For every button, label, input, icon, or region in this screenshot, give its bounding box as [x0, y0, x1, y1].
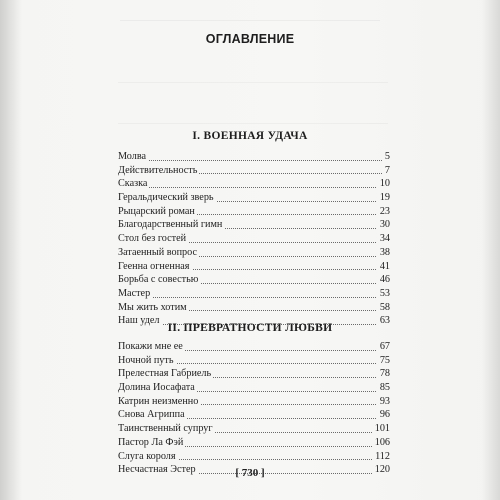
toc-entry-title: Несчастная Эстер	[118, 464, 196, 476]
toc-entry[interactable]	[118, 395, 390, 409]
toc-entry-page: 101	[372, 422, 390, 436]
toc-entry-page: 23	[377, 205, 390, 219]
toc-entry[interactable]	[118, 218, 390, 232]
toc-entry-page: 46	[377, 273, 390, 287]
toc-entry-title: Долина Иосафата	[118, 382, 195, 394]
toc-entry-page: 7	[382, 164, 390, 178]
toc-list-section-1	[118, 150, 390, 328]
toc-entry-page: 112	[372, 450, 390, 464]
toc-entry-title: Прелестная Габриель	[118, 368, 212, 380]
toc-entry[interactable]	[118, 150, 390, 164]
toc-entry-page: 30	[377, 218, 390, 232]
page-gutter-shadow	[0, 0, 22, 500]
toc-entry[interactable]	[118, 450, 390, 464]
toc-entry[interactable]	[118, 191, 390, 205]
toc-entry-title: Таинственный супруг	[118, 423, 213, 435]
toc-entry[interactable]	[118, 164, 390, 178]
toc-entry-title: Рыцарский роман	[118, 205, 195, 217]
toc-entry-page: 67	[377, 340, 390, 354]
toc-entry-title: Затаенный вопрос	[118, 246, 197, 258]
toc-entry-title: Ночной путь	[118, 354, 174, 366]
toc-entry-page: 96	[377, 408, 390, 422]
toc-entry[interactable]	[118, 260, 390, 274]
toc-entry[interactable]	[118, 381, 390, 395]
toc-entry-page: 93	[377, 395, 390, 409]
toc-entry-title: Катрин неизменно	[118, 395, 199, 407]
toc-entry-title: Слуга короля	[118, 450, 176, 462]
toc-entry-page: 63	[377, 314, 390, 328]
toc-entry-page: 34	[377, 232, 390, 246]
toc-entry[interactable]	[118, 205, 390, 219]
toc-entry-title: Пастор Ла Фэй	[118, 436, 184, 448]
page-edge-shadow	[482, 0, 500, 500]
page-title: ОГЛАВЛЕНИЕ	[205, 32, 295, 46]
toc-entry-title: Покажи мне ее	[118, 341, 183, 352]
toc-entry-title: Благодарственный гимн	[118, 219, 223, 231]
toc-entry[interactable]	[118, 354, 390, 368]
toc-entry[interactable]	[118, 273, 390, 287]
toc-entry-title: Наш удел	[118, 315, 160, 327]
toc-entry-title: Молва	[118, 151, 147, 162]
toc-entry-page: 85	[377, 381, 390, 395]
section-title-1: I. ВОЕННАЯ УДАЧА	[192, 130, 308, 142]
toc-entry-page: 19	[377, 191, 390, 205]
toc-entry-title: Геральдический зверь	[118, 192, 214, 204]
toc-entry-title: Мастер	[118, 287, 151, 299]
toc-entry-page: 78	[377, 367, 390, 381]
toc-entry-title: Сказка	[118, 178, 148, 190]
toc-entry[interactable]	[118, 436, 390, 450]
toc-entry[interactable]	[118, 246, 390, 260]
toc-entry-page: 38	[377, 246, 390, 260]
toc-list-section-2	[118, 340, 390, 477]
toc-entry[interactable]	[118, 408, 390, 422]
toc-entry-page: 120	[372, 463, 390, 477]
toc-entry-title: Действительность	[118, 164, 198, 176]
toc-entry-page: 10	[377, 177, 390, 191]
toc-entry-page: 58	[377, 301, 390, 315]
toc-entry[interactable]	[118, 177, 390, 191]
page-number: [ 730 ]	[235, 467, 265, 479]
toc-entry[interactable]	[118, 422, 390, 436]
toc-entry-page: 75	[377, 354, 390, 368]
toc-entry[interactable]	[118, 287, 390, 301]
toc-entry[interactable]	[118, 340, 390, 354]
toc-entry[interactable]	[118, 301, 390, 315]
toc-entry-title: Геенна огненная	[118, 260, 190, 272]
toc-entry-page: 41	[377, 260, 390, 274]
toc-entry-title: Борьба с совестью	[118, 274, 199, 286]
toc-entry-page: 53	[377, 287, 390, 301]
section-title-2: II. ПРЕВРАТНОСТИ ЛЮБВИ	[167, 322, 333, 334]
toc-entry[interactable]	[118, 367, 390, 381]
toc-entry-page: 5	[382, 150, 390, 164]
show-through-noise	[118, 82, 388, 124]
toc-entry-title: Мы жить хотим	[118, 301, 187, 313]
toc-entry-title: Стол без гостей	[118, 233, 187, 245]
toc-entry-page: 106	[372, 436, 390, 450]
toc-entry-title: Снова Агриппа	[118, 409, 185, 421]
toc-entry[interactable]	[118, 232, 390, 246]
